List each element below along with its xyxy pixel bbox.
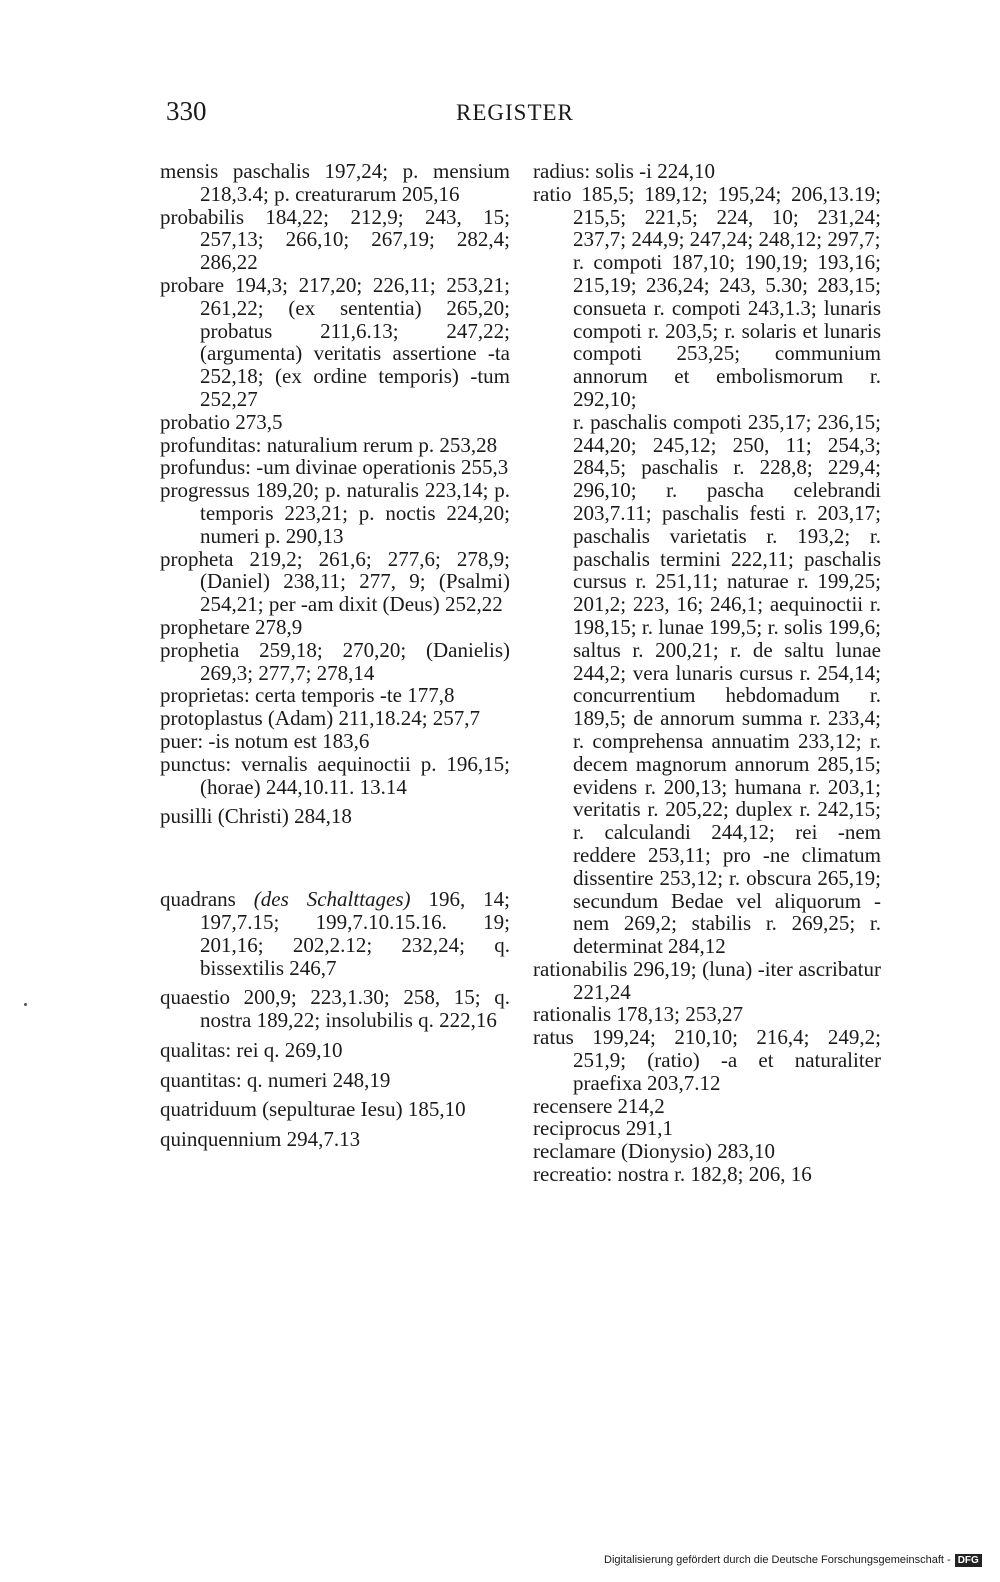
index-entry: profunditas: naturalium rerum p. 253,28	[160, 432, 498, 457]
index-entry: quantitas: q. numeri 248,19	[160, 1067, 391, 1092]
dfg-logo: DFG	[955, 1554, 982, 1567]
index-entry: quatriduum (sepulturae Iesu) 185,10	[160, 1097, 466, 1122]
index-entry: ratio 185,5; 189,12; 195,24; 206,13.19; 215,5; 221,5; 224, 10; 231,24; 237,7; 244,9; 247,24; 248,12; 297,7;	[533, 181, 881, 252]
index-entry: protoplastus (Adam) 211,18.24; 257,7	[160, 706, 481, 731]
index-entry: probabilis 184,22; 212,9; 243, 15; 257,13; 266,10; 267,19; 282,4; 286,22	[160, 204, 510, 275]
index-entry: pusilli (Christi) 284,18	[160, 804, 352, 829]
index-entry: prophetare 278,9	[160, 614, 303, 639]
index-entry: progressus 189,20; p. naturalis 223,14; p. temporis 223,21; p. noctis 224,20; numeri p. 290,13	[160, 478, 510, 548]
index-entry: radius: solis -i 224,10	[533, 159, 715, 183]
index-entry: proprietas: certa temporis -te 177,8	[160, 683, 455, 708]
index-entry: probare 194,3; 217,20; 226,11; 253,21; 261,22; (ex sententia) 265,20; probatus 211,6.13; 247,22; (argumenta) veritatis assertione -ta 252,18; (ex ordine temporis) -tum 252,27	[160, 272, 510, 411]
page-number: 330	[166, 96, 207, 126]
index-entry: punctus: vernalis aequinoctii p. 196,15; (horae) 244,10.11. 13.14	[160, 751, 510, 799]
index-entry: recreatio: nostra r. 182,8; 206, 16	[533, 1162, 812, 1187]
entry-headword: quadrans	[160, 887, 236, 912]
index-column-right	[533, 160, 881, 1186]
index-entry: ratus 199,24; 210,10; 216,4; 249,2; 251,9; (ratio) -a et naturaliter praefixa 203,7.12	[533, 1025, 881, 1095]
index-entry: propheta 219,2; 261,6; 277,6; 278,9; (Daniel) 238,11; 277, 9; (Psalmi) 254,21; per -am dixit (Deus) 252,22	[160, 546, 510, 617]
entry-references: 196, 14; 197,7.15; 199,7.10.15.16. 19; 201,16; 202,2.12; 232,24; q. bissextilis 246,7	[200, 887, 511, 980]
scan-speck	[24, 1003, 27, 1006]
footer	[604, 1550, 984, 1570]
index-entry	[160, 888, 510, 979]
index-entry: rationalis 178,13; 253,27	[533, 1002, 743, 1027]
entry-gloss: (des Schalttages)	[253, 887, 411, 912]
page-title: REGISTER	[456, 100, 574, 125]
index-column-left	[160, 160, 510, 1151]
index-entry: reclamare (Dionysio) 283,10	[533, 1139, 776, 1164]
index-subentry: r. paschalis compoti 235,17; 236,15; 244,20; 245,12; 250, 11; 254,3; 284,5; paschalis r. 228,8; 229,4; 296,10; r. pascha celebrandi 203,7.11; paschalis festi r. 203,17; paschalis varietatis r. 193,2; r. paschalis termini 222,11; paschalis cursus r. 251,11; naturae r. 199,25; 201,2; 223, 16; 246,1; aequinoctii r. 198,15; r. lunae 199,5; r. solis 199,6; saltus r. 200,21; r. de saltu lunae 244,2; vera lunaris cursus r. 254,14; concurrentium hebdomadum r. 189,5; de annorum summa r. 233,4; r. comprehensa annuatim 233,12; r. decem magnorum annorum 285,15; evidens r. 200,13; humana r. 203,1; veritatis r. 205,22; duplex r. 242,15; r. calculandi 244,12; rei -nem reddere 253,11; pro -ne climatum dissentire 253,12; r. obscura 265,19; secundum Bedae vel aliquorum -nem 269,2; stabilis r. 269,25; r. determinat 284,12	[573, 409, 881, 959]
index-entry: reciprocus 291,1	[533, 1116, 673, 1141]
index-entry: quinquennium 294,7.13	[160, 1127, 361, 1152]
index-subentry: r. compoti 187,10; 190,19; 193,16; 215,19; 236,24; 243, 5.30; 283,15; consueta r. compoti 243,1.3; lunaris compoti r. 203,5; r. solaris et lunaris compoti 253,25; communium annorum et embolismorum r. 292,10;	[573, 250, 881, 411]
index-entry: quaestio 200,9; 223,1.30; 258, 15; q. nostra 189,22; insolubilis q. 222,16	[160, 985, 510, 1033]
index-entry: probatio 273,5	[160, 409, 283, 434]
index-entry: prophetia 259,18; 270,20; (Danielis) 269,3; 277,7; 278,14	[160, 637, 510, 685]
index-entry: rationabilis 296,19; (luna) -iter ascribatur 221,24	[533, 956, 881, 1004]
index-entry: recensere 214,2	[533, 1093, 665, 1118]
index-entry: mensis paschalis 197,24; p. mensium 218,3.4; p. creaturarum 205,16	[160, 159, 510, 206]
index-entry: puer: -is notum est 183,6	[160, 728, 370, 753]
funding-notice: Digitalisierung gefördert durch die Deutsche Forschungsgemeinschaft -	[604, 1554, 951, 1566]
index-entry: profundus: -um divinae operationis 255,3	[160, 455, 509, 480]
index-entry: qualitas: rei q. 269,10	[160, 1037, 343, 1062]
